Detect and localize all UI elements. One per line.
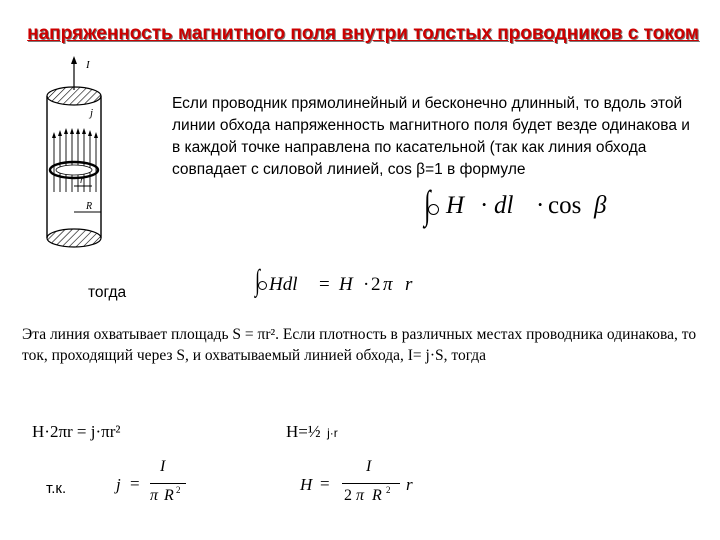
page-title: напряженность магнитного поля внутри толстых проводников с током bbox=[27, 23, 699, 44]
symbol-H: H bbox=[300, 475, 313, 494]
label-current-density: j bbox=[90, 107, 94, 119]
symbol-r: r bbox=[406, 475, 413, 494]
bottom-cross-section bbox=[47, 229, 101, 247]
since-label: т.к. bbox=[46, 480, 67, 497]
symbol-H: H bbox=[446, 192, 465, 219]
equation-right bbox=[286, 422, 338, 442]
equals-sign: = bbox=[130, 474, 140, 493]
integral-sign: ∫ bbox=[424, 182, 431, 227]
exponent: 2 bbox=[386, 485, 391, 495]
equation-left: H·2πr = j·πr² bbox=[32, 422, 121, 441]
symbol-beta: β bbox=[594, 192, 607, 219]
symbol-cos: cos bbox=[548, 192, 582, 219]
number-two: 2 bbox=[344, 487, 352, 504]
label-current: I bbox=[86, 59, 90, 71]
circulation-integral-formula bbox=[424, 182, 624, 231]
field-strength-formula bbox=[300, 458, 420, 514]
number-two: 2 bbox=[371, 274, 381, 295]
symbol-pi: π bbox=[150, 487, 159, 504]
symbol-pi: π bbox=[356, 487, 365, 504]
symbol-pi: π bbox=[383, 274, 393, 295]
dot-operator: · bbox=[363, 274, 370, 295]
exponent: 2 bbox=[176, 485, 181, 495]
contour-circle bbox=[258, 281, 267, 290]
label-radius-R: R bbox=[86, 201, 93, 212]
symbol-R: R bbox=[164, 487, 174, 504]
equation-right-tail: j·r bbox=[327, 426, 338, 440]
symbol-j: j bbox=[116, 475, 121, 494]
symbol-H: H bbox=[339, 274, 353, 295]
dot-operator: · bbox=[536, 192, 545, 219]
dot-operator: · bbox=[480, 192, 489, 219]
equals-sign: = bbox=[319, 274, 330, 295]
explanation-paragraph: Если проводник прямолинейный и бесконечно длинный, то вдоль этой линии обхода напряженность магнитного поля будет везде одинакова и в каждой точке направлена по касательной (так как линия обхода совпадает с силовой линией, cos β=1 в формуле bbox=[172, 95, 690, 178]
symbol-dl: dl bbox=[494, 192, 514, 219]
symbol-Hdl: Hdl bbox=[269, 274, 298, 295]
top-cross-section bbox=[47, 87, 101, 105]
fraction-bar bbox=[342, 483, 400, 484]
fraction-numerator: I bbox=[160, 458, 166, 475]
conductor-figure bbox=[30, 52, 150, 252]
symbol-r: r bbox=[405, 274, 413, 295]
fraction-numerator: I bbox=[366, 458, 372, 475]
fraction-bar bbox=[150, 483, 186, 484]
current-density-formula bbox=[116, 458, 196, 514]
contour-circle bbox=[428, 204, 439, 215]
equation-right-main: H=½ bbox=[286, 422, 321, 441]
integral-result-formula bbox=[255, 264, 435, 304]
equals-sign: = bbox=[320, 474, 330, 493]
current-arrow-head bbox=[71, 56, 77, 64]
then-label: тогда bbox=[88, 284, 127, 301]
label-radius-r: r bbox=[80, 175, 84, 186]
integral-sign: ∫ bbox=[255, 264, 260, 297]
area-current-paragraph: Эта линия охватывает площадь S = πr². Если плотность в различных местах проводника одинакова, то ток, проходящий через S, и охватываемый линией обхода, I= j·S, тогда bbox=[22, 326, 697, 364]
symbol-R: R bbox=[372, 487, 382, 504]
